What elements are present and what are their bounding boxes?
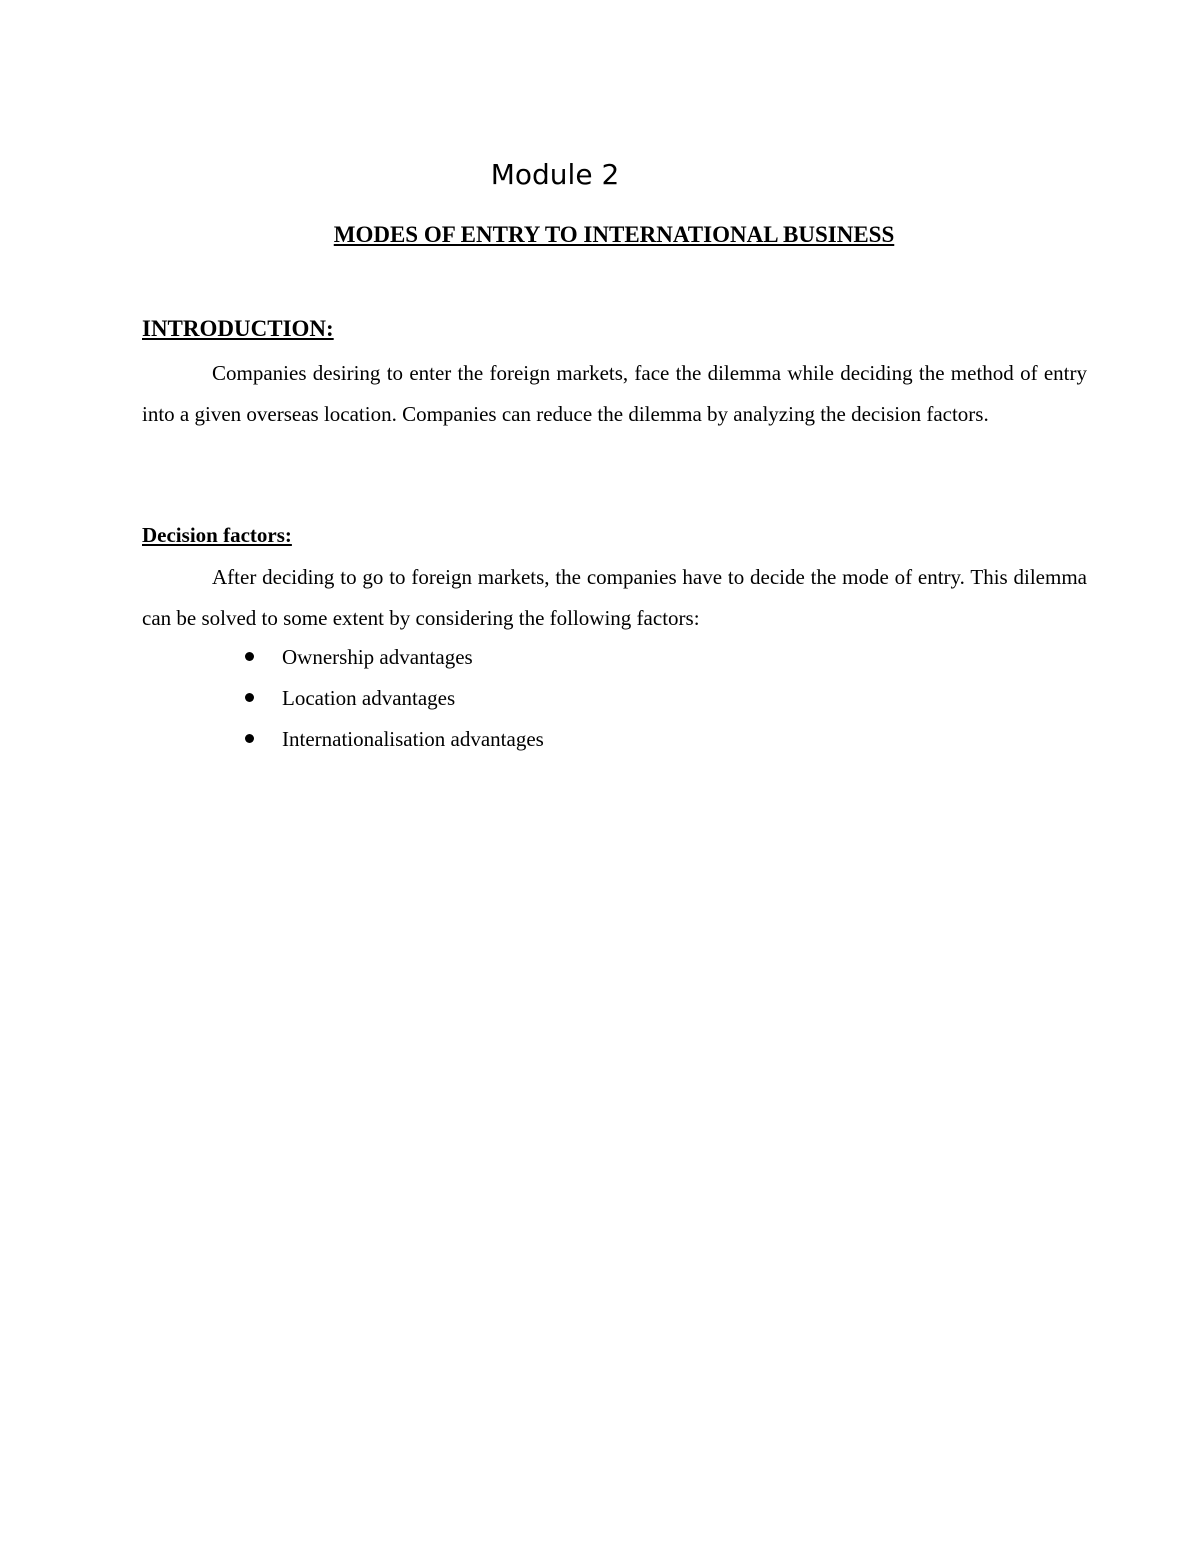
decision-factors-heading: Decision factors: [142,523,292,547]
bullet-icon [245,652,254,661]
list-item [240,680,544,721]
list-item-label: Ownership advantages [282,645,473,669]
introduction-paragraph: Companies desiring to enter the foreign markets, face the dilemma while deciding the method of entry into a given overseas location. Companies can reduce the dilemma by analyzing the decision factors. [142,361,1087,426]
list-item-label: Internationalisation advantages [282,727,544,751]
list-item [240,639,544,680]
document-title: MODES OF ENTRY TO INTERNATIONAL BUSINESS [333,222,895,247]
decision-factors-paragraph: After deciding to go to foreign markets, the companies have to decide the mode of entry. This dilemma can be solved to some extent by considering the following factors: [142,565,1087,630]
bullet-icon [245,693,254,702]
bullet-icon [245,734,254,743]
module-title: Module 2 [490,158,620,191]
list-item [240,721,544,762]
list-item-label: Location advantages [282,686,456,710]
introduction-heading: INTRODUCTION: [142,316,334,341]
decision-factors-list [240,639,544,762]
